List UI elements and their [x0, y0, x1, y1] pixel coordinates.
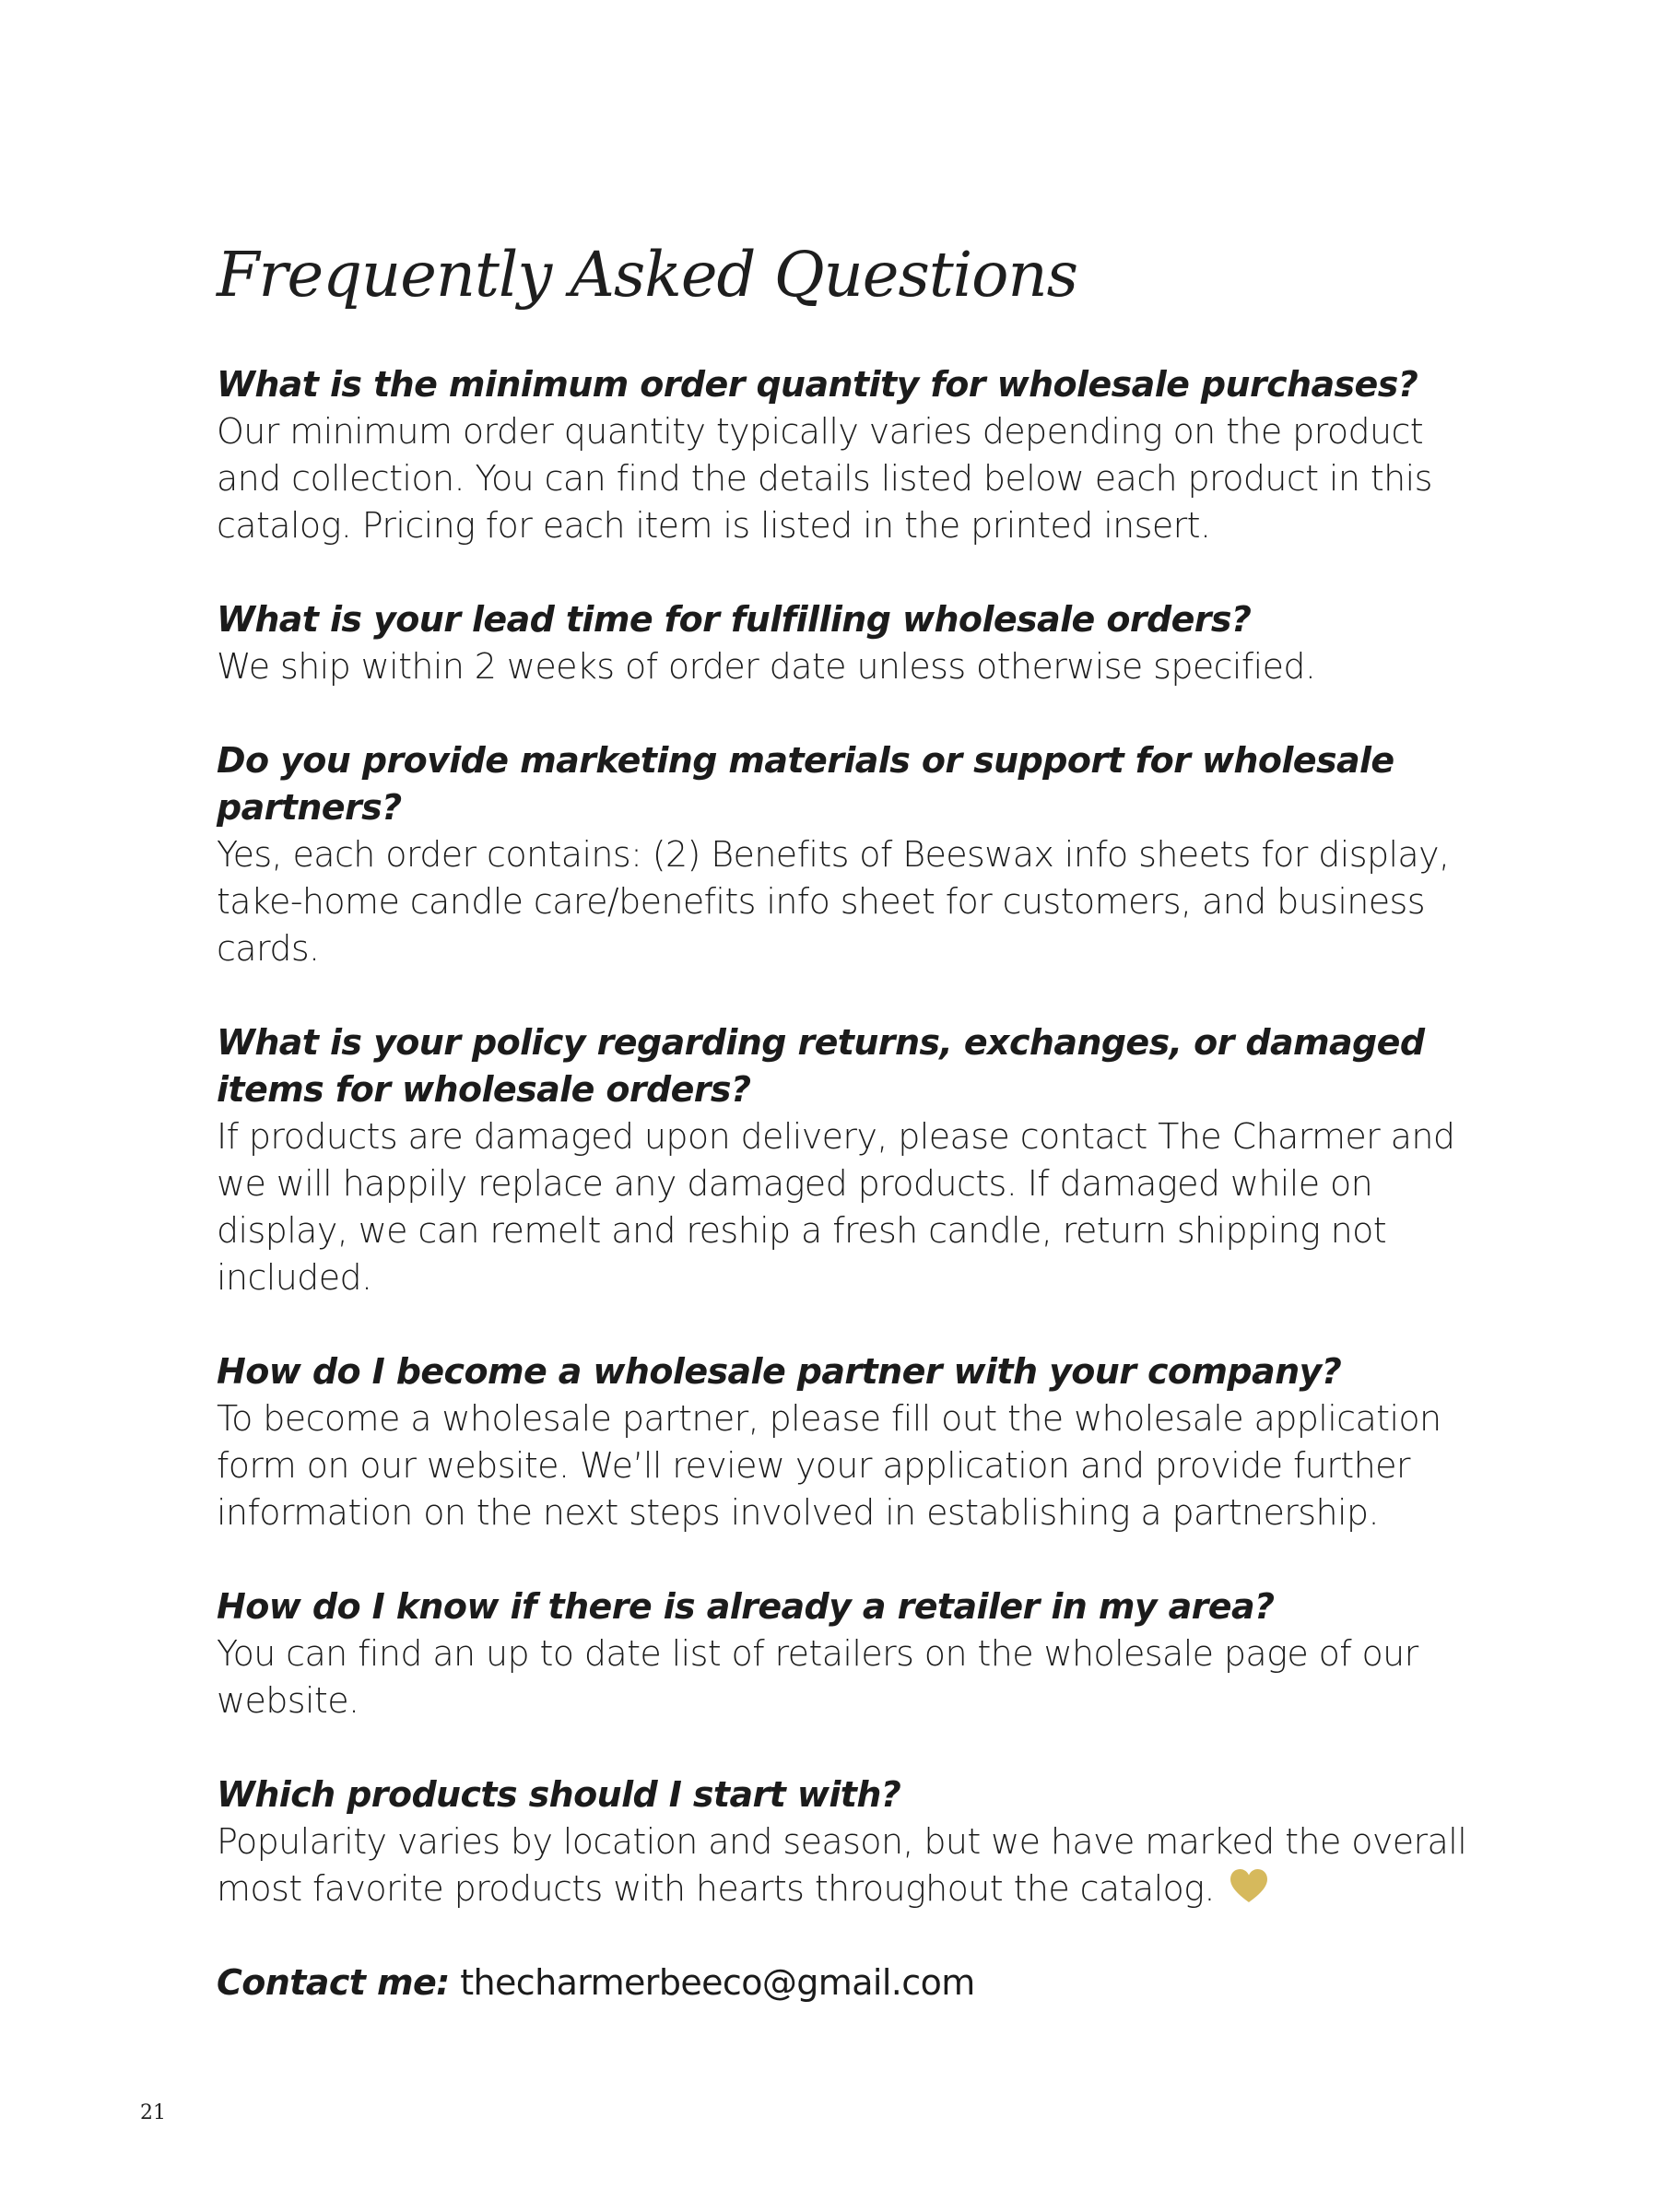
contact-line — [217, 1959, 1498, 2006]
faq-question: What is your lead time for fulfilling wholesale orders? — [217, 599, 1252, 640]
faq-question: How do I know if there is already a retailer in my area? — [217, 1586, 1275, 1627]
faq-item — [217, 361, 1498, 549]
faq-answer: If products are damaged upon delivery, please contact The Charmer and we will happily replace any damaged products. If damaged while on display, we can remelt and reship a fresh candle, return shipping not included. — [217, 1116, 1455, 1298]
faq-item — [217, 737, 1498, 972]
faq-item — [217, 596, 1498, 690]
faq-item — [217, 1771, 1498, 1912]
faq-answer: Yes, each order contains: (2) Benefits of Beeswax info sheets for display, take-home candle care/benefits info sheet for customers, and business cards. — [217, 834, 1450, 969]
contact-email[interactable]: thecharmerbeeco@gmail.com — [460, 1962, 975, 2003]
faq-question: Do you provide marketing materials or support for wholesale partners? — [217, 740, 1394, 828]
faq-answer-text: Popularity varies by location and season, but we have marked the overall most favorite products with hearts throughout the catalog. — [217, 1821, 1467, 1909]
faq-question: How do I become a wholesale partner with your company? — [217, 1351, 1342, 1392]
faq-item — [217, 1348, 1498, 1536]
faq-question: What is the minimum order quantity for wholesale purchases? — [217, 364, 1418, 405]
heart-icon — [1229, 1867, 1269, 1904]
faq-list — [217, 361, 1498, 2053]
faq-answer: You can find an up to date list of retailers on the wholesale page of our website. — [217, 1633, 1418, 1721]
page-number: 21 — [140, 2101, 166, 2124]
faq-question: What is your policy regarding returns, exchanges, or damaged items for wholesale orders? — [217, 1022, 1425, 1110]
page-title: Frequently Asked Questions — [217, 239, 1078, 311]
contact-label: Contact me: — [217, 1962, 450, 2003]
faq-item — [217, 1583, 1498, 1724]
faq-answer: We ship within 2 weeks of order date unless otherwise specified. — [217, 646, 1316, 687]
faq-item — [217, 1019, 1498, 1301]
faq-answer-with-heart — [217, 1818, 1498, 1912]
faq-answer: To become a wholesale partner, please fill out the wholesale application form on our website. We’ll review your application and provide further information on the next steps involved in establishing a partnership. — [217, 1398, 1441, 1533]
faq-answer: Our minimum order quantity typically varies depending on the product and collection. You can find the details listed below each product in this catalog. Pricing for each item is listed in the printed insert. — [217, 411, 1432, 546]
faq-question: Which products should I start with? — [217, 1774, 901, 1815]
